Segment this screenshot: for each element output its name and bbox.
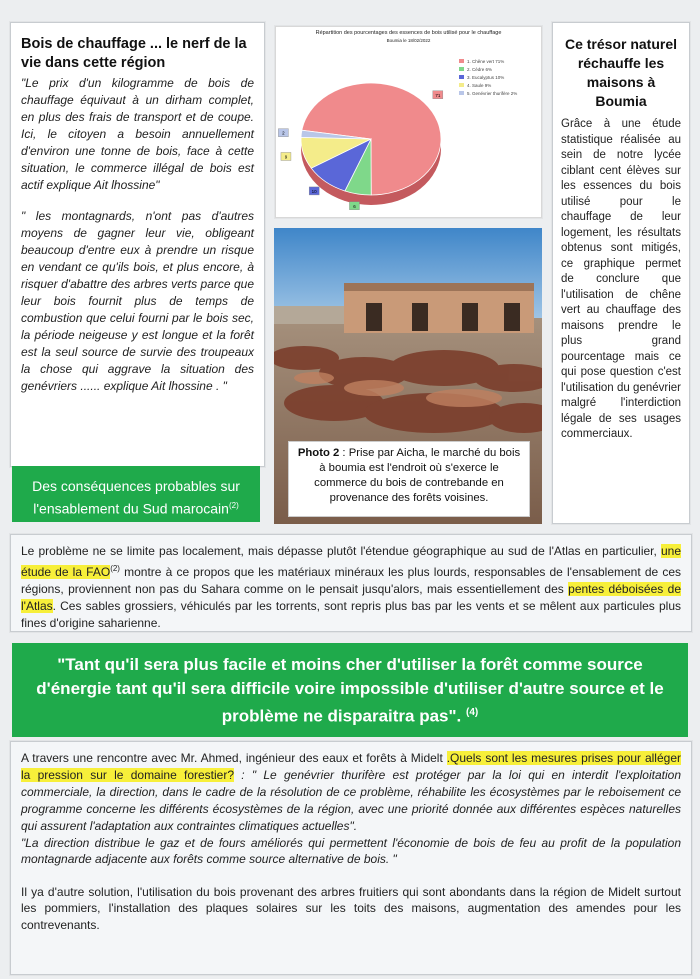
legend-swatch-5 [459, 91, 464, 95]
interview-answer-2: "La direction distribue le gaz et de fours améliorés qui permettent l'économie de bois de feu au profit de la population montagnarde adjacente aux forêts comme source alternative de bois. " [21, 835, 681, 866]
consequence-ref: (2) [228, 501, 239, 510]
pie-data-label-2: 6 [353, 203, 356, 209]
left-quote-2: " les montagnards, n'ont pas d'autres moyens de gagner leur vie, obligeant beaucoup d'entre eux à prendre un risque en vendant ce qu'ils bois, et plus encore, à risquer d'abattre des arbres verts parce que leur bois fournit plus de temps de combustion que celui fourni par le bois sec, la période neigeuse y est longue et la forêt est la seul source de survie des troupeaux la chose qui aggrave la situation des genévriers ...... explique Ait lhossine . " [21, 209, 254, 393]
bottom-article-card [10, 741, 692, 975]
chart-card [275, 26, 542, 218]
right-article-body: Grâce à une étude statistique réalisée au sein de notre lycée ciblant cent élèves sur les essences du bois utilisé pour le chauffage de leur logement, les résultats obtenus sont mitigés, ce graphique permet de conclure que l'utilisation de chêne vert au chauffage des maisons prendre le plus grand pourcentage mais ce qui pose question c'est l'utilisation du genévrier malgré l'interdiction légale de ses usages commerciaux. [561, 118, 681, 440]
middle-text-3: . Ces sables grossiers, véhiculés par les torrents, sont repris plus bas par les vents et se mêlent aux particules plus fines d'origine saharienne. [21, 599, 681, 630]
left-article-card [10, 22, 265, 467]
chart-subtitle: Boumia le 18/02/2022 [386, 38, 431, 43]
legend-swatch-3 [459, 75, 464, 79]
interview-intro: A travers une rencontre avec Mr. Ahmed, ingénieur des eaux et forêts à Midelt [21, 751, 447, 765]
interview-paragraph [21, 750, 681, 835]
quote-banner-text: "Tant qu'il sera plus facile et moins cher d'utiliser la forêt comme source d'énergie tant qu'il sera difficile voire impossible d'utiliser d'autre source et le problème ne disparaitra pas". [36, 655, 664, 726]
middle-text-1: Le problème ne se limite pas localement, mais dépasse plutôt l'étendue géographique au sud de l'Atlas en particulier, [21, 544, 661, 558]
consequence-text: Des conséquences probables sur l'ensablement du Sud marocain [32, 478, 240, 517]
legend-swatch-4 [459, 83, 464, 87]
pie-data-label-5: 2 [282, 130, 285, 136]
legend-entry-2: 2. Cèdre 6% [467, 67, 493, 72]
atlas-highlight: pentes déboisées de l'Atlas [21, 582, 681, 613]
right-article-title: Ce trésor naturel réchauffe les maisons à Boumia [564, 36, 678, 109]
interview-question: .Quels sont les mesures prises pour alléger la pression sur le domaine forestier? [21, 751, 681, 782]
legend-entry-3: 3. Eucalyptus 10% [467, 75, 505, 80]
pie-data-label-4: 9 [284, 154, 288, 160]
photo-caption-label: Photo 2 [297, 447, 340, 459]
middle-paragraph-card [10, 534, 692, 632]
pie-chart [276, 27, 541, 217]
pie-data-label-3: 10 [311, 188, 317, 194]
pie-data-label-1: 71 [435, 92, 441, 98]
legend-entry-1: 1. Chêne vert 71% [467, 59, 505, 64]
fao-ref: (2) [110, 564, 120, 573]
chart-title: Répartition des pourcentages des essences de bois utilisé pour le chauffage [315, 30, 502, 36]
legend-entry-5: 5. Genévrier thurifère 2% [467, 91, 518, 96]
legend-swatch-2 [459, 67, 464, 71]
left-quote-1: "Le prix d'un kilogramme de bois de chauffage équivaut à un dirham complet, en plus des frais de transport et de coupe. Ici, le citoyen a besoin annuellement d'environ une tonne de bois, face à cette situation, le commerce illégal de bois est actif explique Ait lhossine" [21, 76, 254, 192]
left-article-title: Bois de chauffage ... le nerf de la vie dans cette région [21, 36, 247, 71]
interview-answer: : " Le genévrier thurifère est protéger par la loi qui en interdit l'exploitation commerciale, la direction, dans le cadre de la résolution de ce problème, réhabilite les écosystèmes par le reboisement ce programme concerne les différents écosystèmes de la région, avec une priorité donnée aux différentes espèces naturelles qui assurent l'adaptation aux contraintes climatiques actuelles". [21, 767, 681, 833]
right-article-card [552, 22, 690, 524]
closing-paragraph: Il ya d'autre solution, l'utilisation du bois provenant des arbres fruitiers qui sont abondants dans la région de Midelt surtout les pommiers, l'installation des plaques solaires sur les toits des maisons, augmentation des amendes pour les contrevenants. [21, 884, 681, 932]
middle-text-2: montre à ce propos que les matériaux minéraux les plus lourds, responsables de l'ensablement de ces régions, proviennent non pas du Sahara comme on le pensait jusqu'alors, mais essentiellement des [21, 565, 681, 596]
quote-banner [12, 643, 688, 737]
fao-highlight: une étude de la FAO [21, 544, 681, 579]
photo-caption [288, 441, 530, 517]
middle-paragraph [21, 543, 681, 632]
photo-caption-text: : Prise par Aicha, le marché du bois à boumia est l'endroit où s'exerce le commerce du bois de contrebande en provenance des forêts voisines. [314, 447, 521, 504]
consequence-heading [12, 466, 260, 522]
quote-banner-ref: (4) [466, 707, 479, 718]
legend-entry-4: 4. Saule 9% [467, 83, 492, 88]
legend-swatch-1 [459, 59, 464, 63]
